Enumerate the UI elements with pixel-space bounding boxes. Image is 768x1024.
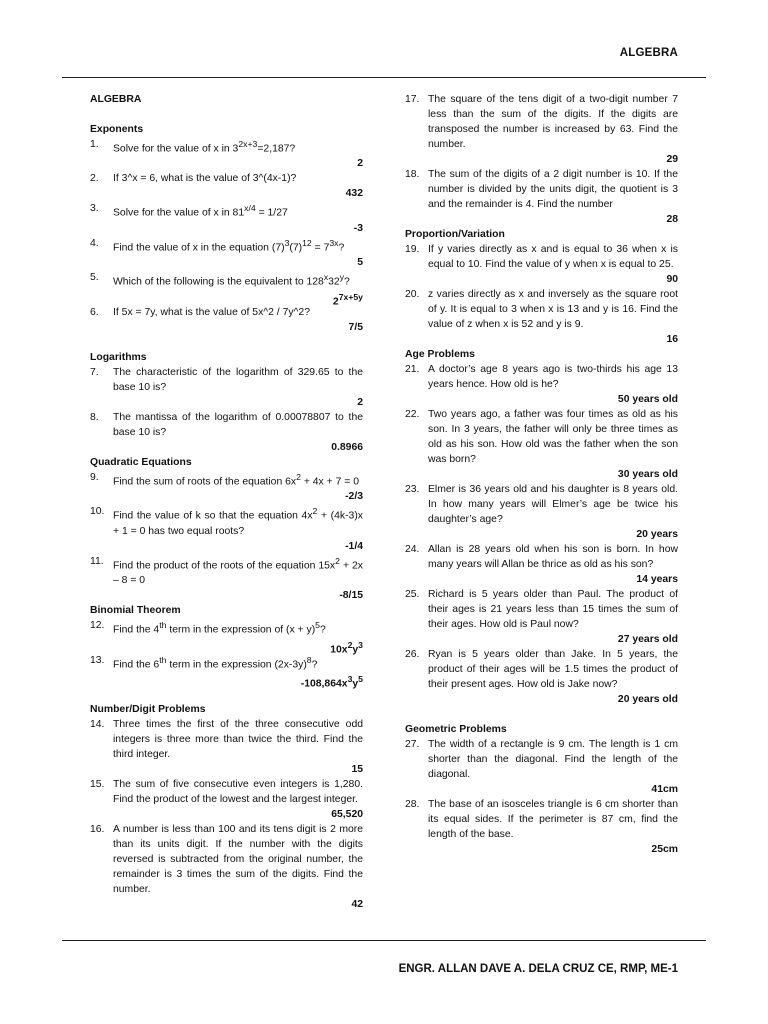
answer-24: 14 years <box>636 574 678 585</box>
question-number: 15. <box>90 779 105 791</box>
document-title: ALGEBRA <box>90 94 142 105</box>
question-text: Three times the first of the three consecutive odd integers is three more than twice the third. Find the third integer. <box>113 719 363 761</box>
question-number: 2. <box>90 173 99 185</box>
answer-15: 65,520 <box>331 809 363 821</box>
question-24 <box>405 542 678 572</box>
question-text: A number is less than 100 and its tens digit is 2 more than its units digit. If the number with the digits reversed is subtracted from the original number, the remainder is 3 times the sum of the digits. Find the number. <box>113 824 363 896</box>
section-title-quadratic-equations: Quadratic Equations <box>90 456 192 468</box>
question-number: 7. <box>90 366 99 378</box>
question-14 <box>90 717 363 762</box>
question-number: 5. <box>90 272 99 284</box>
question-number: 6. <box>90 306 99 318</box>
question-20 <box>405 287 678 332</box>
question-text: Allan is 28 years old when his son is born. In how many years will Allan be thrice as old as his son? <box>428 544 678 570</box>
answer-2: 432 <box>345 188 363 200</box>
question-text: Which of the following is the equivalent to 128$^x$32$^y$? <box>113 272 350 288</box>
question-8 <box>90 410 363 440</box>
answer-12: $10x^2y^3$ <box>330 639 363 656</box>
section-title-proportion-variation: Proportion/Variation <box>405 229 505 240</box>
answer-17: 29 <box>666 154 678 165</box>
question-text: Solve for the value of x in $81^{x/4} = 1/27$ <box>113 203 288 219</box>
question-text: Ryan is 5 years older than Jake. In 5 years, the product of their ages will be 1.5 times the product of their present ages. How old is Jake now? <box>428 649 678 690</box>
question-text: Two years ago, a father was four times as old as his son. In 3 years, the father will only be three times as old as his son. How old was the father when the son was born? <box>428 409 678 465</box>
question-number: 8. <box>90 411 99 423</box>
answer-20: 16 <box>666 334 678 345</box>
answer-8: 0.8966 <box>331 441 363 453</box>
answer-19: 90 <box>666 274 678 285</box>
answer-9: -2/3 <box>345 491 363 503</box>
question-number: 12. <box>90 620 105 632</box>
answer-18: 28 <box>666 214 678 225</box>
answer-6: 7/5 <box>348 321 363 333</box>
question-text: If y varies directly as x and is equal to 36 when x is equal to 10. Find the value of y when x is equal to 25. <box>428 244 678 270</box>
answer-11: -8/15 <box>339 590 363 602</box>
question-text: The mantissa of the logarithm of 0.00078807 to the base 10 is? <box>113 411 363 438</box>
question-number: 9. <box>90 471 99 483</box>
answer-4: 5 <box>357 257 363 269</box>
answer-5: $2^{7x+5y}$ <box>332 291 363 308</box>
question-9 <box>90 470 363 489</box>
question-4 <box>90 236 363 255</box>
question-text: z varies directly as x and inversely as the square root of y. It is equal to 3 when x is 13 and y is 16. Find the value of z when x is 52 and y is 9. <box>428 289 678 330</box>
question-number: 1. <box>90 139 99 150</box>
question-26 <box>405 647 678 692</box>
right-column <box>405 92 678 857</box>
question-18 <box>405 167 678 212</box>
section-title-number-digit-problems: Number/Digit Problems <box>90 704 206 716</box>
question-text: The base of an isosceles triangle is 6 cm shorter than its equal sides. If the perimeter is 87 cm, find the length of the base. <box>428 799 678 840</box>
question-2 <box>90 171 363 186</box>
question-text: If 5x = 7y, what is the value of 5x^2 / 7y^2? <box>113 306 310 318</box>
question-21 <box>405 362 678 392</box>
answer-14: 15 <box>351 764 363 776</box>
question-text: A doctor’s age 8 years ago is two-thirds his age 13 years hence. How old is he? <box>428 364 678 390</box>
question-16 <box>90 822 363 897</box>
section-title-exponents: Exponents <box>90 124 144 135</box>
question-3 <box>90 201 363 220</box>
question-number: 16. <box>90 824 105 836</box>
section-title-logarithms: Logarithms <box>90 351 147 363</box>
question-text: Find the 6th term in the expression $(2x-3y)^8$? <box>113 654 318 671</box>
left-column <box>90 92 363 912</box>
question-10 <box>90 504 363 538</box>
header-divider <box>62 77 706 78</box>
question-number: 25. <box>405 589 420 600</box>
question-number: 13. <box>90 654 105 666</box>
section-title-age-problems: Age Problems <box>405 349 475 360</box>
question-number: 11. <box>90 555 104 567</box>
question-text: Find the value of k so that the equation $4x^2 + (4k-3)x + 1 = 0$ has two equal roots? <box>113 506 363 537</box>
question-number: 10. <box>90 506 105 518</box>
question-13 <box>90 653 363 672</box>
question-27 <box>405 737 678 782</box>
answer-28: 25cm <box>651 844 678 855</box>
spacer <box>90 335 363 350</box>
answer-3: -3 <box>353 222 363 234</box>
question-number: 27. <box>405 739 420 750</box>
spacer <box>405 707 678 722</box>
question-number: 3. <box>90 203 99 215</box>
question-number: 28. <box>405 799 420 810</box>
running-header-title: ALGEBRA <box>619 47 678 59</box>
question-text: The sum of the digits of a 2 digit number is 10. If the number is divided by the units digit, the quotient is 3 and the remainder is 4. Find the number <box>428 169 678 210</box>
question-text: Richard is 5 years older than Paul. The product of their ages is 21 years less than 15 times the sum of their ages. How old is Paul now? <box>428 589 678 630</box>
question-number: 24. <box>405 544 420 555</box>
question-number: 21. <box>405 364 420 375</box>
question-text: The characteristic of the logarithm of 329.65 to the base 10 is? <box>113 366 363 393</box>
question-text: Solve for the value of x in $3^{2x+3}=2,187$? <box>113 139 296 155</box>
question-text: The square of the tens digit of a two-digit number 7 less than the sum of the digits. If the digits are transposed the number is increased by 63. Find the number. <box>428 94 678 150</box>
answer-23: 20 years <box>636 529 678 540</box>
question-28 <box>405 797 678 842</box>
answer-21: 50 years old <box>617 394 678 405</box>
question-text: The width of a rectangle is 9 cm. The length is 1 cm shorter than the diagonal. Find the length of the diagonal. <box>428 739 678 780</box>
answer-26: 20 years old <box>617 694 678 705</box>
answer-10: -1/4 <box>345 540 363 552</box>
question-6 <box>90 305 363 320</box>
answer-22: 30 years old <box>617 469 678 480</box>
question-12 <box>90 618 363 637</box>
answer-27: 41cm <box>651 784 678 795</box>
question-19 <box>405 242 678 272</box>
answer-25: 27 years old <box>617 634 678 645</box>
question-23 <box>405 482 678 527</box>
question-text: If 3^x = 6, what is the value of 3^(4x-1)? <box>113 173 297 185</box>
answer-13: $-108,864x^3y^5$ <box>300 674 363 690</box>
question-number: 4. <box>90 237 99 249</box>
question-7 <box>90 365 363 395</box>
question-text: Find the sum of roots of the equation $6x^2 + 4x + 7 = 0$ <box>113 471 359 488</box>
question-number: 22. <box>405 409 420 420</box>
question-5 <box>90 270 363 289</box>
question-text: Elmer is 36 years old and his daughter is 8 years old. In how many years will Elmer’s age be twice his daughter’s age? <box>428 484 678 525</box>
question-15 <box>90 777 363 807</box>
question-number: 26. <box>405 649 420 660</box>
question-number: 20. <box>405 289 420 300</box>
section-title-geometric-problems: Geometric Problems <box>405 724 507 735</box>
footer-author: ENGR. ALLAN DAVE A. DELA CRUZ CE, RMP, ME-1 <box>398 963 678 975</box>
question-number: 19. <box>405 244 420 255</box>
footer-divider <box>62 940 706 941</box>
question-text: Find the product of the roots of the equation $15x^2 + 2x - 8 = 0$ <box>113 555 363 587</box>
answer-16: 42 <box>351 899 363 911</box>
question-number: 18. <box>405 169 420 180</box>
question-number: 23. <box>405 484 420 495</box>
question-text: Find the value of x in the equation $(7)^3(7)^{12} = 7^{3x}$? <box>113 237 345 254</box>
answer-1: 2 <box>357 158 363 170</box>
question-number: 14. <box>90 719 105 731</box>
answer-7: 2 <box>357 396 363 408</box>
question-17 <box>405 92 678 152</box>
question-22 <box>405 407 678 467</box>
question-25 <box>405 587 678 632</box>
question-text: The sum of five consecutive even integers is 1,280. Find the product of the lowest and the largest integer. <box>113 779 363 806</box>
section-title-binomial-theorem: Binomial Theorem <box>90 605 181 617</box>
question-number: 17. <box>405 94 420 105</box>
question-11 <box>90 554 363 588</box>
question-1 <box>90 137 363 156</box>
question-text: Find the 4th term in the expression of $(x + y)^5$? <box>113 620 326 636</box>
